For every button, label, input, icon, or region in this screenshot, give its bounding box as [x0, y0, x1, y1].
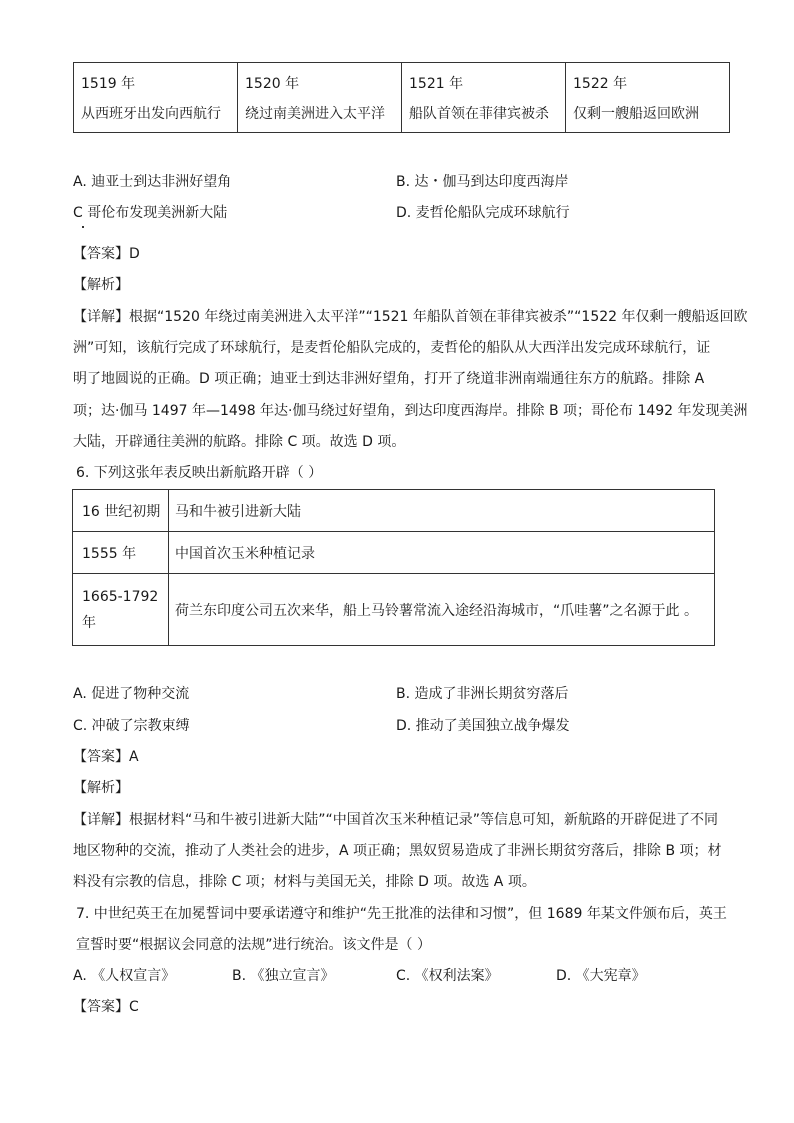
detail-label: 【详解】	[73, 309, 129, 325]
timeline-cell	[402, 63, 566, 133]
timeline-cell	[566, 63, 730, 133]
q5-option-b: B. 达・伽马到达印度西海岸	[396, 174, 569, 190]
q6-option-d: D. 推动了美国独立战争爆发	[396, 718, 570, 734]
table-time-cell: 16 世纪初期	[73, 490, 169, 532]
crop-exchange-table	[72, 489, 715, 646]
timeline-year: 1519 年	[81, 76, 136, 92]
timeline-event: 从西班牙出发向西航行	[81, 106, 221, 122]
q6-detail-line: 地区物种的交流，推动了人类社会的进步，A 项正确；黑奴贸易造成了非洲长期贫穷落后，排除 B 项；材	[73, 843, 722, 859]
table-event-cell: 马和牛被引进新大陆	[169, 490, 715, 532]
q6-answer	[73, 747, 139, 767]
q5-detail-line: 洲”可知，该航行完成了环球航行，是麦哲伦船队完成的，麦哲伦的船队从大西洋出发完成环球航行，证	[73, 340, 711, 356]
timeline-cell	[238, 63, 402, 133]
q5-detail-line: 明了地圆说的正确。D 项正确；迪亚士到达非洲好望角，打开了绕道非洲南端通往东方的航路。排除 A	[73, 371, 705, 387]
q7-stem-line: 7. 中世纪英王在加冕誓词中要承诺遵守和维护“先王批准的法律和习惯”，但 1689 年某文件颁布后，英王	[76, 906, 727, 922]
q6-analysis-label: 【解析】	[73, 780, 129, 796]
q5-detail-line: 项；达·伽马 1497 年—1498 年达·伽马绕过好望角，到达印度西海岸。排除 B 项；哥伦布 1492 年发现美洲	[73, 403, 748, 419]
q7-option-c: C. 《权利法案》	[396, 968, 499, 984]
timeline-year: 1520 年	[245, 76, 300, 92]
q6-detail-line: 料没有宗教的信息，排除 C 项；材料与美国无关，排除 D 项。故选 A 项。	[73, 874, 536, 890]
q6-detail-line	[73, 810, 718, 830]
answer-label: 【答案】	[73, 246, 129, 262]
q7-option-d: D. 《大宪章》	[556, 968, 646, 984]
answer-value: D	[129, 246, 140, 262]
q5-detail-line	[73, 307, 748, 327]
q6-stem: 6. 下列这张年表反映出新航路开辟（ ）	[76, 465, 323, 481]
q5-answer	[73, 244, 140, 264]
q7-answer	[73, 997, 139, 1017]
q5-analysis-label: 【解析】	[73, 277, 129, 293]
answer-label: 【答案】	[73, 999, 129, 1015]
time-line: 年	[82, 614, 96, 631]
q5-detail-line: 大陆，开辟通往美洲的航路。排除 C 项。故选 D 项。	[73, 434, 406, 450]
table-time-cell: 1555 年	[73, 532, 169, 574]
q5-option-d: D. 麦哲伦船队完成环球航行	[396, 205, 570, 221]
answer-value: C	[129, 999, 139, 1015]
q7-option-b: B. 《独立宣言》	[232, 968, 335, 984]
timeline-event: 仅剩一艘船返回欧洲	[573, 106, 699, 122]
table-time-cell	[73, 574, 169, 646]
time-line: 1665-1792	[82, 588, 159, 605]
q6-option-b: B. 造成了非洲长期贫穷落后	[396, 686, 569, 702]
q7-stem-line: 宣誓时要“根据议会同意的法规”进行统治。该文件是（ ）	[76, 937, 431, 953]
timeline-year: 1522 年	[573, 76, 628, 92]
stray-dot	[82, 226, 84, 228]
table-event-cell: 中国首次玉米种植记录	[169, 532, 715, 574]
detail-text: 根据“1520 年绕过南美洲进入太平洋”“1521 年船队首领在菲律宾被杀”“1522 年仅剩一艘船返回欧	[129, 309, 748, 325]
q6-option-c: C. 冲破了宗教束缚	[73, 718, 190, 734]
answer-label: 【答案】	[73, 749, 129, 765]
detail-text: 根据材料“马和牛被引进新大陆”“中国首次玉米种植记录”等信息可知，新航路的开辟促进了不同	[129, 812, 719, 828]
q7-option-a: A. 《人权宣言》	[73, 968, 176, 984]
q5-option-c: C 哥伦布发现美洲新大陆	[73, 205, 228, 221]
answer-value: A	[129, 749, 139, 765]
timeline-event: 绕过南美洲进入太平洋	[245, 106, 385, 122]
table-event-cell: 荷兰东印度公司五次来华，船上马铃薯常流入途经沿海城市，“爪哇薯”之名源于此 。	[169, 574, 715, 646]
q6-option-a: A. 促进了物种交流	[73, 686, 190, 702]
timeline-cell	[74, 63, 238, 133]
timeline-event: 船队首领在菲律宾被杀	[409, 106, 549, 122]
detail-label: 【详解】	[73, 812, 129, 828]
voyage-timeline-table	[73, 62, 730, 133]
timeline-year: 1521 年	[409, 76, 464, 92]
q5-option-a: A. 迪亚士到达非洲好望角	[73, 174, 232, 190]
